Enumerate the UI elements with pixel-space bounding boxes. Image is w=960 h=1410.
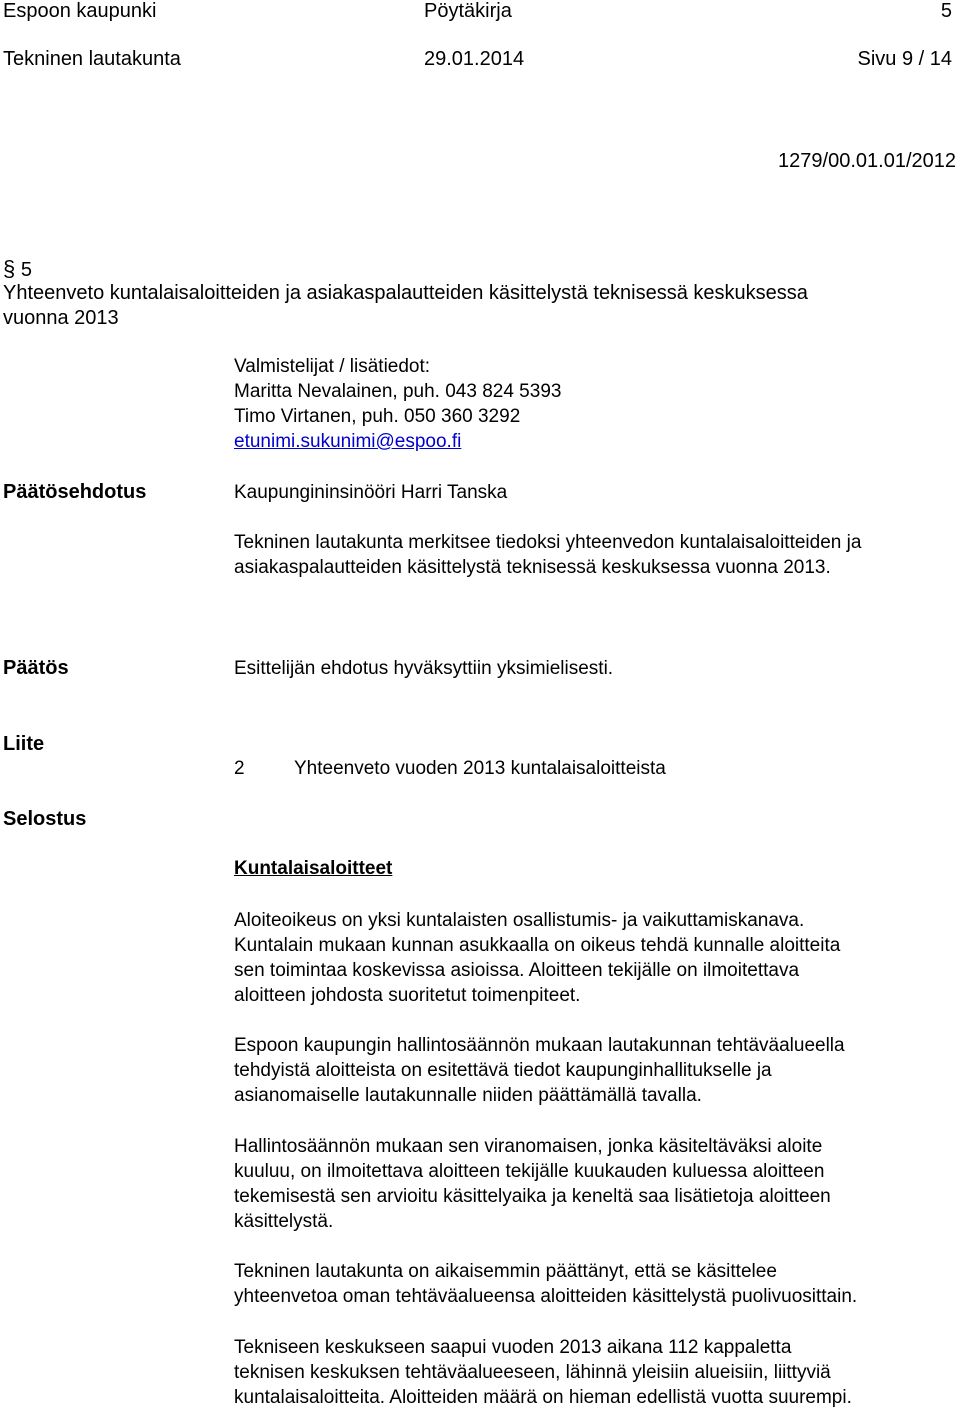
preparers-block bbox=[234, 354, 958, 454]
board-name: Tekninen lautakunta bbox=[3, 48, 181, 70]
description-paragraph bbox=[234, 1134, 958, 1234]
item-title-line: Yhteenveto kuntalaisaloitteiden ja asiakaspalautteiden käsittelystä teknisessä keskuksessa bbox=[3, 282, 808, 304]
attachment-label: Liite bbox=[3, 733, 45, 755]
proposal-label: Päätösehdotus bbox=[3, 481, 147, 503]
paragraph-line: aloitteen johdosta suoritetut toimenpiteet. bbox=[234, 985, 581, 1006]
paragraph-line: kuntalaisaloitteita. Aloitteiden määrä on hieman edellistä vuotta suurempi. bbox=[234, 1387, 852, 1408]
meeting-date: 29.01.2014 bbox=[424, 48, 525, 70]
description-paragraph bbox=[234, 1259, 958, 1309]
paragraph-line: kuuluu, on ilmoitettava aloitteen tekijälle kuukauden kuluessa aloitteen bbox=[234, 1161, 825, 1182]
paragraph-line: Hallintosäännön mukaan sen viranomaisen, jonka käsiteltäväksi aloite bbox=[234, 1136, 823, 1157]
paragraph-line: Tekniseen keskukseen saapui vuoden 2013 aikana 112 kappaletta bbox=[234, 1337, 792, 1358]
proposer: Kaupungininsinööri Harri Tanska bbox=[234, 482, 508, 503]
paragraph-line: teknisen keskuksen tehtäväalueeseen, lähinnä yleisiin alueisiin, liittyviä bbox=[234, 1362, 831, 1383]
attachment-number: 2 bbox=[234, 758, 245, 779]
proposal-text-line: Tekninen lautakunta merkitsee tiedoksi yhteenvedon kuntalaisaloitteiden ja bbox=[234, 532, 862, 553]
attachment-text: Yhteenveto vuoden 2013 kuntalaisaloitteista bbox=[294, 758, 666, 779]
preparers-heading: Valmistelijat / lisätiedot: bbox=[234, 356, 431, 377]
preparer-2: Timo Virtanen, puh. 050 360 3292 bbox=[234, 406, 521, 427]
description-paragraph bbox=[234, 1335, 958, 1410]
paragraph-line: tehdyistä aloitteista on esitettävä tiedot kaupunginhallitukselle ja bbox=[234, 1060, 772, 1081]
item-title bbox=[3, 281, 808, 331]
paragraph-line: sen toimintaa koskevissa asioissa. Aloitteen tekijälle on ilmoitettava bbox=[234, 960, 800, 981]
description-subheading: Kuntalaisaloitteet bbox=[234, 858, 393, 879]
description-paragraph bbox=[234, 1033, 958, 1108]
description-label: Selostus bbox=[3, 808, 87, 830]
record-id: 1279/00.01.01/2012 bbox=[778, 150, 956, 172]
paragraph-line: käsittelystä. bbox=[234, 1211, 334, 1232]
page-number: Sivu 9 / 14 bbox=[857, 48, 952, 70]
proposal-text-line: asiakaspalautteiden käsittelystä teknisessä keskuksessa vuonna 2013. bbox=[234, 557, 831, 578]
paragraph-line: tekemisestä sen arvioitu käsittelyaika ja keneltä saa lisätietoja aloitteen bbox=[234, 1186, 831, 1207]
email-link[interactable]: etunimi.sukunimi@espoo.fi bbox=[234, 431, 462, 452]
item-title-line: vuonna 2013 bbox=[3, 307, 119, 329]
paragraph-line: Kuntalain mukaan kunnan asukkaalla on oikeus tehdä kunnalle aloitteita bbox=[234, 935, 841, 956]
document-type: Pöytäkirja bbox=[424, 0, 512, 22]
description-paragraph bbox=[234, 908, 958, 1008]
section-number: 5 bbox=[940, 0, 952, 22]
paragraph-line: Tekninen lautakunta on aikaisemmin päättänyt, että se käsittelee bbox=[234, 1261, 777, 1282]
paragraph-line: yhteenvetoa oman tehtäväalueensa aloitteiden käsittelystä puolivuosittain. bbox=[234, 1286, 858, 1307]
preparer-1: Maritta Nevalainen, puh. 043 824 5393 bbox=[234, 381, 562, 402]
paragraph-line: Aloiteoikeus on yksi kuntalaisten osallistumis- ja vaikuttamiskanava. bbox=[234, 910, 805, 931]
decision-label: Päätös bbox=[3, 657, 69, 679]
decision-text: Esittelijän ehdotus hyväksyttiin yksimielisesti. bbox=[234, 658, 614, 679]
paragraph-line: Espoon kaupungin hallintosäännön mukaan lautakunnan tehtäväalueella bbox=[234, 1035, 845, 1056]
paragraph-line: asianomaiselle lautakunnalle niiden päättämällä tavalla. bbox=[234, 1085, 702, 1106]
organization-name: Espoon kaupunki bbox=[3, 0, 157, 22]
item-number-value: 5 bbox=[20, 259, 32, 281]
item-number bbox=[3, 256, 32, 282]
proposal-text bbox=[234, 530, 958, 580]
section-mark: § bbox=[3, 256, 16, 281]
